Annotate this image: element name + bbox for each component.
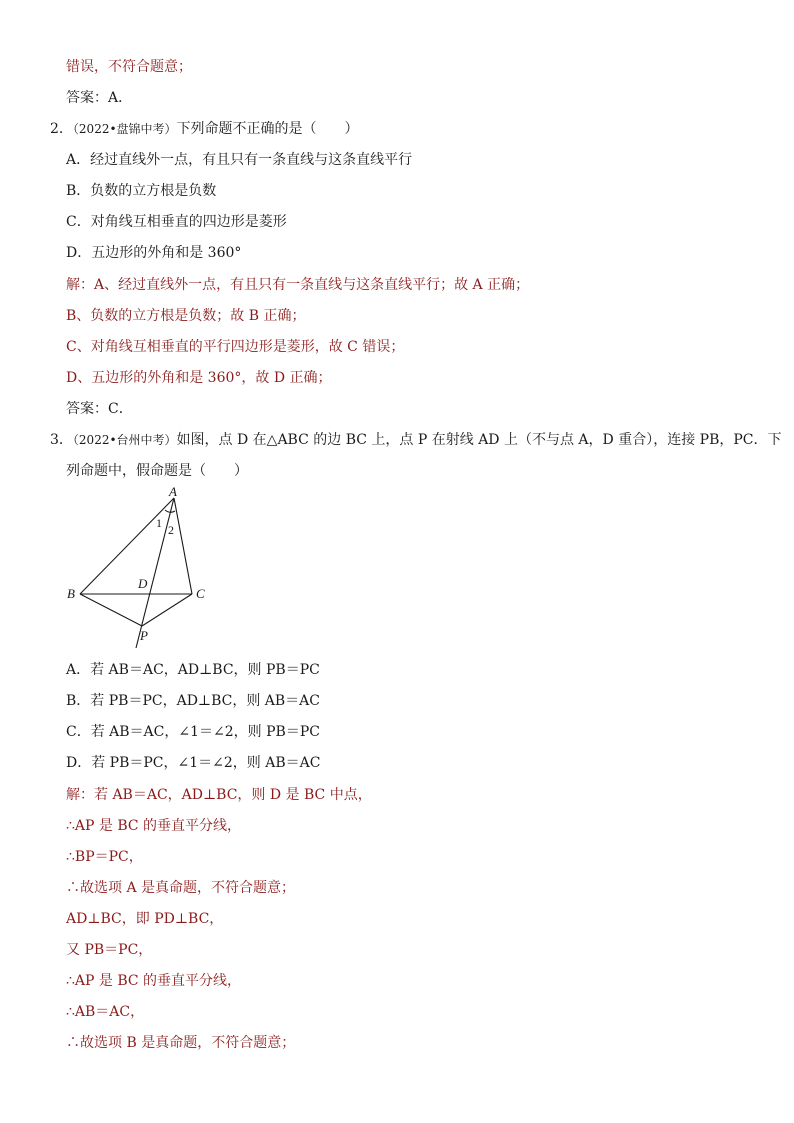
q3-option-b: B．若 PB＝PC，AD⊥BC，则 AB＝AC bbox=[66, 693, 321, 709]
segment-pb bbox=[80, 594, 142, 626]
label-angle-2: 2 bbox=[168, 523, 174, 537]
q3-solution-3: ∴BP＝PC， bbox=[66, 849, 143, 865]
q2-header bbox=[50, 120, 359, 138]
prev-solution-tail: 错误，不符合题意； bbox=[66, 59, 192, 75]
q2-stem: 下列命题不正确的是（ ） bbox=[176, 121, 359, 137]
prev-answer: 答案：A． bbox=[66, 90, 133, 106]
q3-stem-line1: 如图，点 D 在△ABC 的边 BC 上，点 P 在射线 AD 上（不与点 A，D 重合），连接 PB，PC．下 bbox=[176, 432, 782, 448]
label-b: B bbox=[67, 586, 75, 601]
q3-option-c: C．若 AB＝AC，∠1＝∠2，则 PB＝PC bbox=[66, 724, 320, 740]
q2-option-a: A．经过直线外一点，有且只有一条直线与这条直线平行 bbox=[66, 152, 413, 168]
q3-solution-4: ∴故选项 A 是真命题，不符合题意； bbox=[66, 880, 296, 896]
q3-source: （2022•台州中考） bbox=[72, 433, 177, 447]
label-a: A bbox=[169, 484, 177, 499]
q2-answer: 答案：C． bbox=[66, 401, 133, 417]
label-d: D bbox=[138, 576, 148, 591]
label-p: P bbox=[140, 628, 148, 643]
q3-header bbox=[50, 431, 782, 449]
q3-number: 3． bbox=[50, 432, 73, 448]
segment-ab bbox=[80, 498, 174, 594]
q2-solution-1: 解：A、经过直线外一点，有且只有一条直线与这条直线平行；故 A 正确； bbox=[66, 277, 530, 293]
q3-solution-1: 解：若 AB＝AC，AD⊥BC，则 D 是 BC 中点， bbox=[66, 787, 372, 803]
segment-pc bbox=[142, 594, 192, 626]
q2-option-d: D．五边形的外角和是 360° bbox=[66, 245, 242, 261]
q2-solution-4: D、五边形的外角和是 360°，故 D 正确； bbox=[66, 370, 332, 386]
q2-option-c: C．对角线互相垂直的四边形是菱形 bbox=[66, 214, 287, 230]
q2-solution-2: B、负数的立方根是负数；故 B 正确； bbox=[66, 308, 306, 324]
q3-stem-line2: 列命题中，假命题是（ ） bbox=[66, 463, 248, 479]
q2-option-b: B．负数的立方根是负数 bbox=[66, 183, 217, 199]
triangle-figure bbox=[58, 480, 218, 655]
label-c: C bbox=[196, 586, 205, 601]
q3-solution-2: ∴AP 是 BC 的垂直平分线， bbox=[66, 818, 242, 834]
q3-solution-5: AD⊥BC，即 PD⊥BC， bbox=[66, 911, 224, 927]
angle-arc bbox=[165, 510, 175, 512]
q3-solution-7: ∴AP 是 BC 的垂直平分线， bbox=[66, 973, 242, 989]
q3-option-d: D．若 PB＝PC，∠1＝∠2，则 AB＝AC bbox=[66, 755, 321, 771]
q2-number: 2． bbox=[50, 121, 73, 137]
q3-solution-9: ∴故选项 B 是真命题，不符合题意； bbox=[66, 1035, 296, 1051]
segment-ac bbox=[174, 498, 192, 594]
q3-solution-6: 又 PB＝PC， bbox=[66, 942, 153, 958]
q3-option-a: A．若 AB＝AC，AD⊥BC，则 PB＝PC bbox=[66, 662, 320, 678]
label-angle-1: 1 bbox=[156, 516, 162, 530]
q2-solution-3: C、对角线互相垂直的平行四边形是菱形，故 C 错误； bbox=[66, 339, 405, 355]
q3-solution-8: ∴AB＝AC， bbox=[66, 1004, 145, 1020]
q2-source: （2022•盘锦中考） bbox=[72, 122, 177, 136]
